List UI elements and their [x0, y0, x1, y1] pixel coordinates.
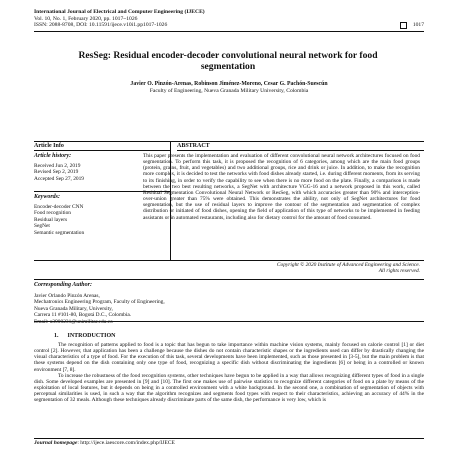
rights-line: All rights reserved. [378, 268, 420, 275]
author-list: Javier O. Pinzón-Arenas, Robinson Jiménez-Moreno, Cesar G. Pachón-Suescún [130, 81, 328, 87]
corresponding-author [34, 279, 424, 325]
author-name-line: Javier Orlando Pinzón Arenas, [34, 293, 100, 299]
abstract-text: This paper presents the implementation and evaluation of different convolutional neural network architectures focused on food segmentation. To perform this task, it is proposed the recognition of 6 categories, among which are the main food groups (protein, grains, fruit, and vegetables) and two additional groups, rice and drink or juice. In addition, to make the recognition more complex, it is decided to test the networks with food dishes already started, i.e. during different moments, from its serving to its finishing, in order to verify the capability to see when there is no more food on the plate. Finally, a comparison is made between the two best resulting networks, a SegNet with architecture VGG-16 and a network proposed in this work, called Residual Segmentation Convolutional Neural Network or ResSeg, with which accuracies greater than 90% and interception-over-union greater than 75% were obtained. This demonstrates the ability, not only of SegNet architectures for food segmentation, but the use of residual layers to improve the contour of the segmentation and segmentation of complex distribution or initiated of food dishes, opening the field of application of this type of networks to be implemented in feeding assistants or in automated restaurants, including also for dietary control for the amount of food consumed. [143, 153, 420, 221]
journal-volume: Vol. 10, No. 1, February 2020, pp. 1017~1026 [34, 15, 138, 22]
introduction-body [34, 342, 424, 404]
paragraph: The recognition of patterns applied to food is a topic that has begun to take importance within machine vision systems, mainly focused on calorie control [1] or diet control [2]. However, that application has been a challenge because the dishes do not contain characteristic shapes or the ingredients used can differ by drastically changing the visual characteristics of a type of food. For the execution of this task, several developments have been implemented, such as those presented in [3-5], but the main problem is that these systems depend on the dish containing only one type of food, recognizing a specific dish without discriminating the ingredients [6] or being in a controlled or known environment [7, 8]. [34, 342, 424, 373]
corresponding-rule [34, 321, 424, 322]
issn-row [34, 22, 424, 29]
header-rule [34, 31, 424, 32]
article-info-heading: Article Info [34, 142, 170, 151]
history-accepted: Accepted Sep 27, 2019 [34, 175, 85, 182]
corresponding-author-label: Corresponding Author: [34, 282, 92, 288]
program-line: Mechatronics Engineering Program, Faculty of Engineering, [34, 299, 165, 306]
copyright-notice [143, 262, 420, 275]
affiliation: Faculty of Engineering, Nueva Granada Military University, Colombia [149, 88, 309, 94]
page-box-icon [400, 22, 407, 29]
page-number-group [400, 22, 424, 29]
issn-doi: ISSN: 2088-8708, DOI: 10.11591/ijece.v10i1.pp1017-1026 [34, 22, 168, 29]
email-line[interactable]: Email: u3900231@unimilitar.edu.co [34, 318, 113, 325]
keyword-item: SegNet [34, 223, 50, 230]
keyword-item: Food recognition [34, 210, 71, 217]
history-revised: Revised Sep 2, 2019 [34, 169, 79, 176]
journal-header [34, 9, 424, 29]
paper-title: ResSeg: Residual encoder-decoder convolutional neural network for food segmentation [78, 50, 378, 72]
paragraph: To increase the robustness of the food recognition systems, other techniques have begun to be applied in a way that allows recognizing different types of food in a single dish. Some developed examples are presented in [9] and [10]. The first one makes use of pairwise statistics to recognize different categories of food on a plate by means of the exploitation of local features, but it depends on being in a controlled environment with a white background. In the second one, a combination of segmentation of objects with perceptual similarities is used, in such a way that the algorithm recognizes and segments food types with respect to their characteristics, achieving an accuracy of 44% in the segmentation of 32 meals. Although these techniques already discriminate parts of the same dish, the performance is very low, which is [34, 372, 424, 404]
page-footer [34, 438, 424, 447]
history-received: Received Jun 2, 2019 [34, 163, 81, 169]
page-number: 1017 [412, 22, 424, 29]
keywords-label: Keywords: [34, 194, 60, 200]
abstract-heading: ABSTRACT [177, 142, 424, 151]
footer-label: Journal homepage [34, 440, 78, 446]
journal-name: International Journal of Electrical and Computer Engineering (IJECE) [34, 9, 205, 15]
copyright-line: Copyright © 2020 Institute of Advanced Engineering and Science. [276, 262, 420, 268]
address-line: Carrera 11 #101-80, Bogotá D.C., Colombia. [34, 312, 132, 319]
keyword-item: Semantic segmentation [34, 229, 85, 236]
section-heading-introduction: 1. INTRODUCTION [54, 333, 116, 339]
article-history-label: Article history: [34, 153, 72, 159]
university-line: Nueva Granada Military, University, [34, 305, 113, 312]
keyword-item: Encoder-decoder CNN [34, 204, 84, 210]
keyword-item: Residual layers [34, 216, 68, 223]
footer-url[interactable]: : http://ijece.iaescore.com/index.php/IJECE [77, 440, 175, 446]
